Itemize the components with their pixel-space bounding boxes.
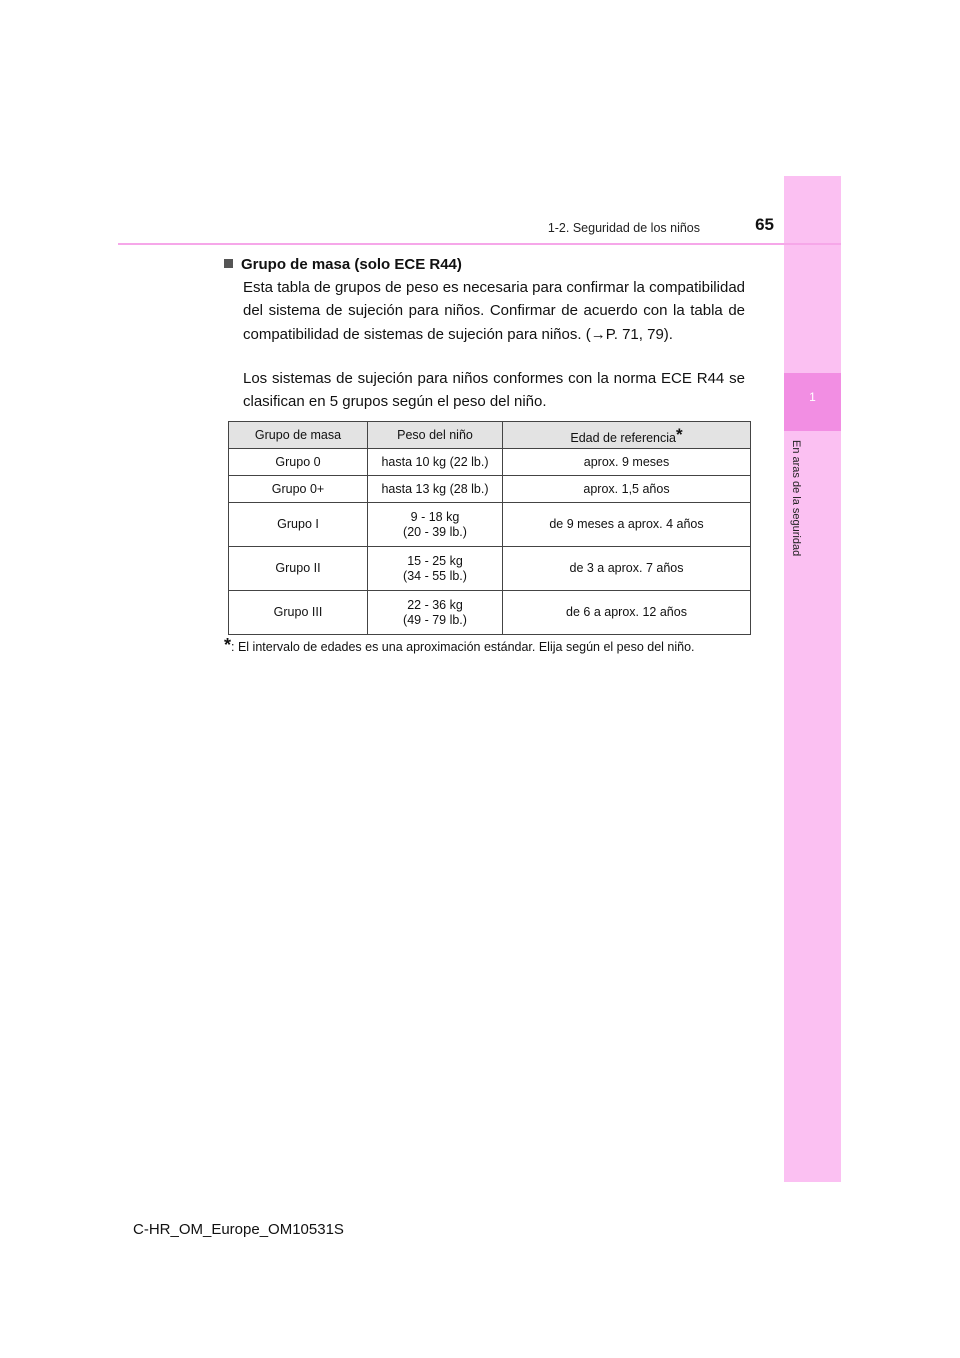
cell-weight bbox=[368, 547, 503, 591]
cell-age: aprox. 1,5 años bbox=[503, 476, 751, 503]
chapter-side-tab bbox=[784, 176, 841, 1182]
table-row bbox=[229, 476, 751, 503]
cell-age: de 3 a aprox. 7 años bbox=[503, 547, 751, 591]
header-child-weight: Peso del niño bbox=[368, 422, 503, 449]
weight-kg: 15 - 25 kg bbox=[407, 553, 463, 568]
subheading-text: Grupo de masa (solo ECE R44) bbox=[241, 256, 462, 273]
cell-group: Grupo III bbox=[229, 591, 368, 635]
table-row bbox=[229, 591, 751, 635]
table-row bbox=[229, 449, 751, 476]
footnote-text: : El intervalo de edades es una aproximación estándar. Elija según el peso del niño. bbox=[231, 640, 695, 654]
header-reference-age-text: Edad de referencia bbox=[570, 431, 676, 445]
cell-age: de 9 meses a aprox. 4 años bbox=[503, 503, 751, 547]
cell-weight bbox=[368, 591, 503, 635]
cell-group: Grupo 0+ bbox=[229, 476, 368, 503]
cell-age: aprox. 9 meses bbox=[503, 449, 751, 476]
cell-age: de 6 a aprox. 12 años bbox=[503, 591, 751, 635]
subheading bbox=[224, 256, 462, 273]
chapter-label: En aras de la seguridad bbox=[790, 440, 802, 557]
header-rule bbox=[118, 243, 841, 245]
table-row bbox=[229, 547, 751, 591]
table-header-row bbox=[229, 422, 751, 449]
weight-lb: (20 - 39 lb.) bbox=[403, 524, 467, 539]
weight-lb: (49 - 79 lb.) bbox=[403, 612, 467, 627]
header-mass-group: Grupo de masa bbox=[229, 422, 368, 449]
weight-kg: 9 - 18 kg bbox=[410, 509, 460, 524]
document-code: C-HR_OM_Europe_OM10531S bbox=[133, 1221, 344, 1238]
paragraph-2: Los sistemas de sujeción para niños conformes con la norma ECE R44 se clasifican en 5 grupos según el peso del niño. bbox=[243, 370, 745, 411]
weight-lb: (34 - 55 lb.) bbox=[403, 568, 467, 583]
square-bullet-icon bbox=[224, 259, 233, 268]
chapter-number: 1 bbox=[809, 390, 816, 404]
weight-group-table bbox=[228, 421, 751, 635]
header-reference-age bbox=[503, 422, 751, 449]
cell-weight bbox=[368, 503, 503, 547]
weight-kg: 22 - 36 kg bbox=[407, 597, 463, 612]
cell-group: Grupo II bbox=[229, 547, 368, 591]
header-section-title: 1-2. Seguridad de los niños bbox=[547, 221, 700, 235]
cell-weight: hasta 13 kg (28 lb.) bbox=[368, 476, 503, 503]
cell-group: Grupo I bbox=[229, 503, 368, 547]
footnote-asterisk: * bbox=[224, 635, 232, 655]
asterisk-mark: * bbox=[676, 425, 683, 444]
cell-group: Grupo 0 bbox=[229, 449, 368, 476]
table-row bbox=[229, 503, 751, 547]
cell-weight: hasta 10 kg (22 lb.) bbox=[368, 449, 503, 476]
page-number: 65 bbox=[755, 215, 774, 234]
footnote bbox=[224, 635, 695, 656]
paragraph-1: Esta tabla de grupos de peso es necesaria para confirmar la compatibilidad del sistema de sujeción para niños. Confirmar de acuerdo con la tabla de compatibilidad de sistemas de sujeción para niños. (→P. 71, 79). bbox=[243, 279, 745, 343]
